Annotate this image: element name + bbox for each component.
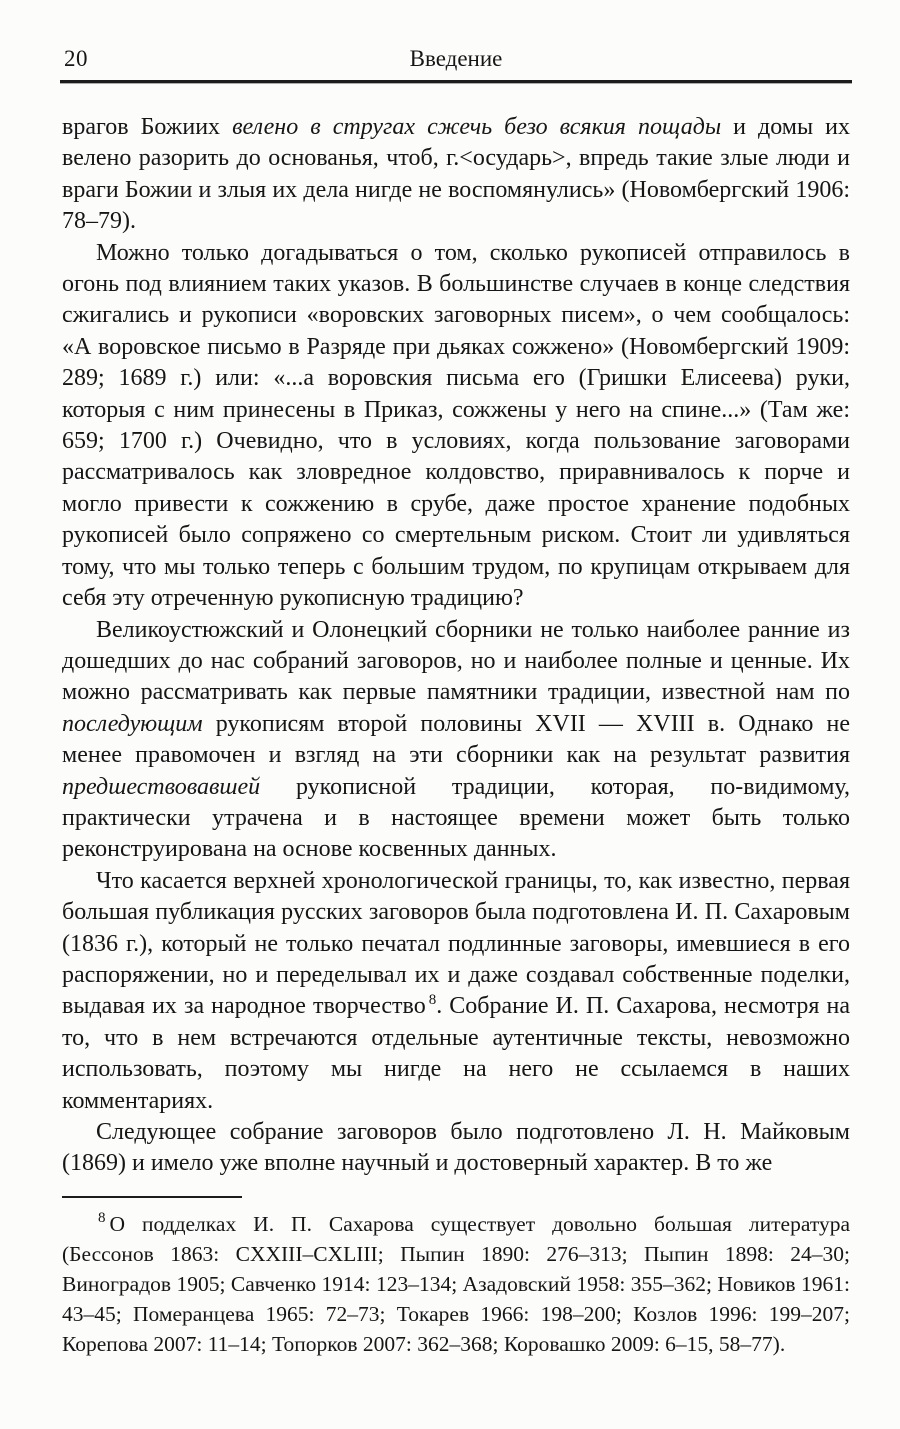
italic-text: велено в стругах сжечь безо всякия пощады — [232, 114, 722, 140]
paragraph — [62, 238, 850, 615]
page-header — [62, 46, 850, 72]
footnote — [62, 1209, 850, 1359]
footnote-marker: 8 — [98, 1210, 106, 1226]
text-run: . Собрание И. П. Сахарова, несмотря на то, что в нем встречаются отдельные аутентичные тексты, невозможно использовать, поэтому мы нигде на него не ссылаемся в наших комментариях. — [62, 993, 850, 1114]
text-run: рукописной традиции, которая, по-видимому, практически утрачена и в настоящее времени может быть только реконструирована на основе косвенных данных. — [62, 773, 850, 863]
paragraph — [62, 615, 850, 866]
paragraph — [62, 112, 850, 238]
footnote-ref: 8 — [428, 992, 437, 1009]
italic-text: последующим — [62, 710, 203, 737]
running-title: Введение — [409, 46, 503, 71]
paragraph — [62, 1117, 850, 1180]
text-run: и домы их велено разорить до основанья, чтоб, г.<осударь>, впредь такие злые люди и враги Божии и злыя их дела нигде не воспомянулись» (Новомбергский 1906: 78–79). — [62, 114, 850, 235]
body-text — [62, 112, 850, 1194]
italic-text: предшествовавшей — [62, 773, 261, 800]
text-run: Великоустюжский и Олонецкий сборники не только наиболее ранние из дошедших до нас собраний заговоров, но и наиболее полные и ценные. Их можно рассматривать как первые памятники традиции, известной нам по — [62, 616, 850, 706]
text-run: врагов Божиих — [62, 114, 233, 140]
footnote-section — [62, 1196, 850, 1359]
text-run: Можно только догадываться о том, сколько рукописей отправилось в огонь под влиянием таких указов. В большинстве случаев в конце следствия сжигались и рукописи «воровских заговорных писем», о чем сообщалось: «А воровское письмо в Разряде при дьяках сожжено» (Новомбергский 1909: 289; 1689 г.) или: «...а воровския письма его (Гришки Елисеева) руки, которыя с ним принесены в Приказ, сожжены у него на спине...» (Там же: 659; 1700 г.) Очевидно, что в условиях, когда пользование заговорами рассматривалось как зловредное колдовство, приравнивалось к порче и могло привести к сожжению в срубе, даже простое хранение подобных рукописей было сопряжено со смертельным риском. Стоит ли удивляться тому, что мы только теперь с большим трудом, по крупицам открываем для себя эту отреченную рукописную традицию? — [62, 239, 850, 612]
text-run: Следующее собрание заговоров было подготовлено Л. Н. Майковым (1869) и имело уже вполне научный и достоверный характер. В то же — [62, 1119, 850, 1177]
text-run: рукописям второй половины XVII — XVIII в. Однако не менее правомочен и взгляд на эти сборники как на результат развития — [62, 710, 850, 769]
text-run: О подделках И. П. Сахарова существует довольно большая литература (Бессонов 1863: CXXIII–CXLIII; Пыпин 1890: 276–313; Пыпин 1898: 24–30; Виноградов 1905; Савченко 1914: 123–134; Азадовский 1958: 355–362; Новиков 1961: 43–45; Померанцева 1965: 72–73; Токарев 1966: 198–200; Козлов 1996: 199–207; Корепова 2007: 11–14; Топорков 2007: 362–368; Коровашко 2009: 6–15, 58–77). — [62, 1212, 850, 1356]
paragraph — [62, 866, 850, 1117]
text-run: Что касается верхней хронологической границы, то, как известно, первая большая публикация русских заговоров была подготовлена И. П. Сахаровым (1836 г.), который не только печатал подлинные заговоры, имевшиеся в его распоряжении, но и переделывал их и даже создавал собственные поделки, выдавая их за народное творчество — [62, 867, 850, 1020]
page-number: 20 — [64, 46, 88, 71]
footnote-rule — [62, 1196, 242, 1198]
header-rule — [60, 80, 852, 83]
